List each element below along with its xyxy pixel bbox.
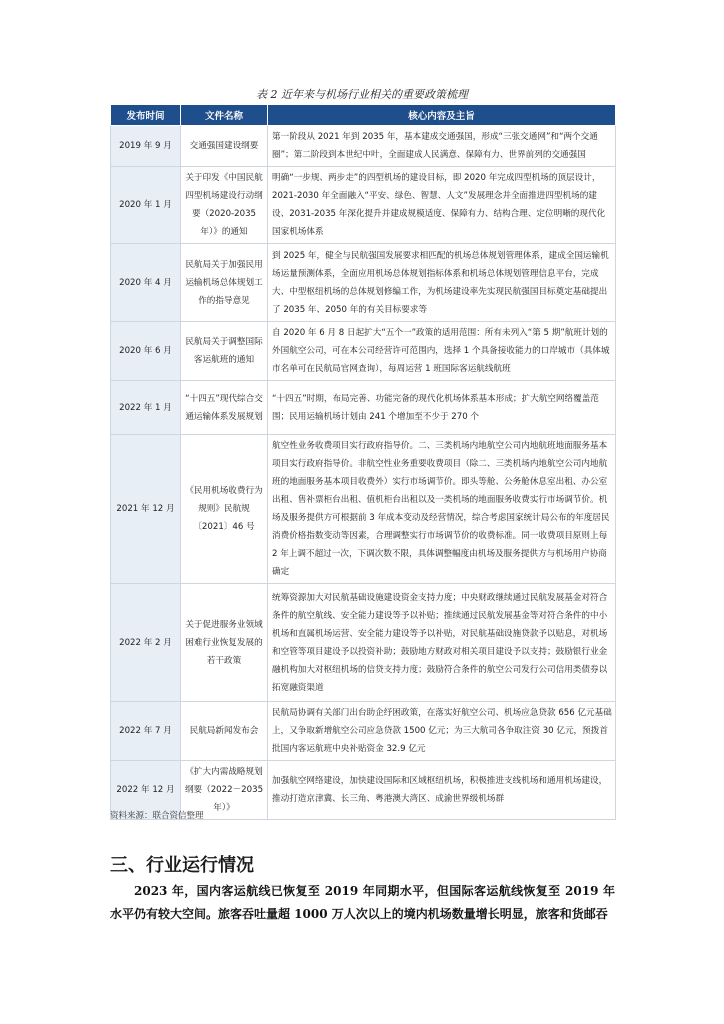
table-caption: 表 2 近年来与机场行业相关的重要政策梳理 bbox=[256, 88, 468, 101]
cell-content: 统筹资源加大对民航基础设施建设资金支持力度；中央财政继续通过民航发展基金对符合条件的航空航线、安全能力建设等予以补贴；推续通过民航发展基金等对符合条件的中小机场和直属机场运营、安全能力建设等予以补贴，对民航基础设施贷款予以贴息，对机场和空管等项目建设予以投资补助；鼓励地方财政对相关项目建设予以支持；鼓励银行业金融机构加大对枢纽机场的信贷支持力度；鼓励符合条件的航空公司发行公司信用类债券以拓宽融资渠道 bbox=[268, 584, 616, 702]
cell-time: 2021 年 12 月 bbox=[111, 435, 181, 584]
cell-name: “十四五”现代综合交通运输体系发展规划 bbox=[181, 381, 268, 435]
cell-name: 关于促进服务业领域困难行业恢复发展的若干政策 bbox=[181, 584, 268, 702]
header-name: 文件名称 bbox=[181, 105, 268, 126]
header-time: 发布时间 bbox=[111, 105, 181, 126]
cell-time: 2022 年 12 月 bbox=[111, 761, 181, 820]
table-row bbox=[111, 381, 616, 435]
header-content: 核心内容及主旨 bbox=[268, 105, 616, 126]
body-paragraph: 2023 年，国内客运航线已恢复至 2019 年同期水平，但国际客运航线恢复至 2019 年水平仍有较大空间。旅客吞吐量超 1000 万人次以上的境内机场数量增长明显，旅客和货邮吞 bbox=[110, 884, 615, 921]
cell-content: 到 2025 年，健全与民航强国发展要求相匹配的机场总体规划管理体系，建成全国运输机场运量预测体系，全面应用机场总体规划指标体系和机场总体规划管理信息平台，完成大、中型枢纽机场的总体规划修编工作，为机场建设率先实现民航强国目标奠定基础提出了 2035 年、2050 年的有关目标要求等 bbox=[268, 244, 616, 322]
table-row bbox=[111, 167, 616, 244]
cell-time: 2020 年 4 月 bbox=[111, 244, 181, 322]
table-header-row bbox=[111, 105, 616, 126]
table-row bbox=[111, 702, 616, 761]
cell-time: 2020 年 6 月 bbox=[111, 322, 181, 381]
cell-content: 明确“一步规、两步走”的四型机场的建设目标，即 2020 年完成四型机场的顶层设计，2021-2030 年全面融入“平安、绿色、智慧、人文”发展理念并全面推进四型机场的建设、2031-2035 年深化提升并建成规模适度、保障有力、结构合理、定位明晰的现代化国家机场体系 bbox=[268, 167, 616, 244]
policy-table bbox=[110, 104, 616, 820]
cell-name: 《民用机场收费行为规则》民航规〔2021〕46 号 bbox=[181, 435, 268, 584]
cell-time: 2019 年 9 月 bbox=[111, 126, 181, 167]
cell-name: 民航局关于调整国际客运航班的通知 bbox=[181, 322, 268, 381]
table-row bbox=[111, 435, 616, 584]
table-row bbox=[111, 244, 616, 322]
cell-time: 2022 年 1 月 bbox=[111, 381, 181, 435]
cell-name: 交通强国建设纲要 bbox=[181, 126, 268, 167]
cell-content: 航空性业务收费项目实行政府指导价。二、三类机场内地航空公司内地航班地面服务基本项目实行政府指导价。非航空性业务重要收费项目（除二、三类机场内地航空公司内地航班的地面服务基本项目收费外）实行市场调节价。即头等舱、公务舱休息室出租、办公室出租、售补票柜台出租、值机柜台出租以及一类机场的地面服务收费实行市场调节价。机场及服务提供方可根据前 3 年成本变动及经营情况，综合考虑国家统计局公布的年度居民消费价格指数变动等因素，合理调整实行市场调节价的收费标准。同一收费项目原则上每 2 年上调不超过一次，下调次数不限，具体调整幅度由机场及服务提供方与机场用户协商确定 bbox=[268, 435, 616, 584]
cell-content: 第一阶段从 2021 年到 2035 年，基本建成交通强国，形成“三张交通网”和“两个交通圈”；第二阶段到本世纪中叶，全面建成人民满意、保障有力、世界前列的交通强国 bbox=[268, 126, 616, 167]
table-row bbox=[111, 584, 616, 702]
cell-time: 2022 年 7 月 bbox=[111, 702, 181, 761]
cell-content: 民航局协调有关部门出台助企纾困政策，在落实好航空公司、机场应急贷款 656 亿元基础上，又争取新增航空公司应急贷款 1500 亿元；为三大航司各争取注资 30 亿元，预拨首批国内客运航班中央补贴资金 32.9 亿元 bbox=[268, 702, 616, 761]
cell-content: “十四五”时期，布局完善、功能完备的现代化机场体系基本形成；扩大航空网络覆盖范围；民用运输机场计划由 241 个增加至不少于 270 个 bbox=[268, 381, 616, 435]
section-title: 三、行业运行情况 bbox=[110, 855, 254, 876]
cell-name: 民航局新闻发布会 bbox=[181, 702, 268, 761]
table-row bbox=[111, 126, 616, 167]
source-note: 资料来源：联合资信整理 bbox=[110, 811, 204, 821]
cell-name: 关于印发《中国民航四型机场建设行动纲要（2020-2035 年）》的通知 bbox=[181, 167, 268, 244]
cell-content: 自 2020 年 6 月 8 日起扩大“五个一”政策的适用范围：所有未列入“第 5 期”航班计划的外国航空公司，可在本公司经营许可范围内，选择 1 个具备接收能力的口岸城市（具体城市名单可在民航局官网查询），每周运营 1 班国际客运航线航班 bbox=[268, 322, 616, 381]
cell-name: 《扩大内需战略规划纲要（2022－2035 年）》 bbox=[181, 761, 268, 820]
cell-time: 2022 年 2 月 bbox=[111, 584, 181, 702]
cell-name: 民航局关于加强民用运输机场总体规划工作的指导意见 bbox=[181, 244, 268, 322]
cell-content: 加强航空网络建设，加快建设国际和区域枢纽机场，积极推进支线机场和通用机场建设，推动打造京津冀、长三角、粤港澳大湾区、成渝世界级机场群 bbox=[268, 761, 616, 820]
table-row bbox=[111, 322, 616, 381]
cell-time: 2020 年 1 月 bbox=[111, 167, 181, 244]
